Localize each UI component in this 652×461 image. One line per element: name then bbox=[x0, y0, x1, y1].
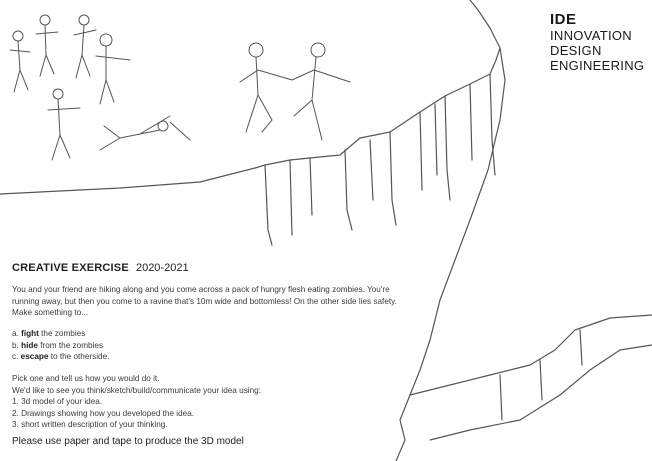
option-text: to the otherside. bbox=[50, 352, 110, 361]
intro-line: running away, but then you come to a ravine that's 10m wide and bottomless! On the other side lies safety. bbox=[12, 296, 397, 306]
option-keyword: fight bbox=[21, 329, 39, 338]
option-prefix: b. bbox=[12, 340, 19, 350]
option-item bbox=[12, 328, 109, 340]
options-list bbox=[12, 328, 109, 363]
right-plateau bbox=[410, 315, 652, 395]
left-cliff-edge bbox=[0, 165, 265, 194]
option-text: from the zombies bbox=[40, 340, 104, 350]
runner-figure bbox=[292, 43, 350, 140]
intro-line: Make something to... bbox=[12, 308, 88, 317]
zombie-figure bbox=[74, 15, 96, 78]
instruction-line: Pick one and tell us how you would do it. bbox=[12, 374, 160, 383]
zombie-figure bbox=[10, 31, 30, 92]
instructions bbox=[12, 373, 261, 431]
logo-line-design: DESIGN bbox=[550, 43, 602, 58]
exercise-title: CREATIVE EXERCISE bbox=[12, 262, 129, 274]
logo-line-innovation: INNOVATION bbox=[550, 28, 632, 43]
instruction-line: We'd like to see you think/sketch/build/communicate your idea using: bbox=[12, 385, 261, 395]
option-text: the zombies bbox=[41, 329, 86, 338]
option-keyword: escape bbox=[20, 352, 49, 361]
option-item bbox=[12, 351, 109, 363]
intro-paragraph bbox=[12, 284, 432, 319]
option-prefix: a. bbox=[12, 329, 19, 338]
logo-abbreviation: IDE bbox=[550, 11, 577, 28]
option-keyword: hide bbox=[21, 340, 38, 350]
instruction-item: 1. 3d model of your idea. bbox=[12, 397, 103, 406]
model-note: Please use paper and tape to produce the 3D model bbox=[12, 436, 244, 447]
zombie-figure bbox=[100, 116, 190, 150]
ide-logo bbox=[550, 11, 650, 73]
exercise-heading bbox=[12, 262, 189, 274]
intro-line: You and your friend are hiking along and you come across a pack of hungry flesh eating zombies. You're bbox=[12, 285, 390, 294]
zombie-figure bbox=[96, 34, 130, 104]
zombie-figure bbox=[48, 89, 80, 160]
option-prefix: c. bbox=[12, 352, 19, 361]
left-cliff-steps bbox=[265, 0, 500, 165]
instruction-item: 2. Drawings showing how you developed the idea. bbox=[12, 408, 195, 418]
option-item bbox=[12, 340, 109, 352]
runner-figure bbox=[240, 43, 292, 132]
exercise-year: 2020-2021 bbox=[135, 262, 189, 274]
right-cliff-edge bbox=[396, 48, 505, 461]
logo-line-engineering: ENGINEERING bbox=[550, 58, 645, 73]
zombie-figure bbox=[36, 15, 58, 76]
instruction-item: 3. short written description of your thinking. bbox=[12, 420, 168, 429]
